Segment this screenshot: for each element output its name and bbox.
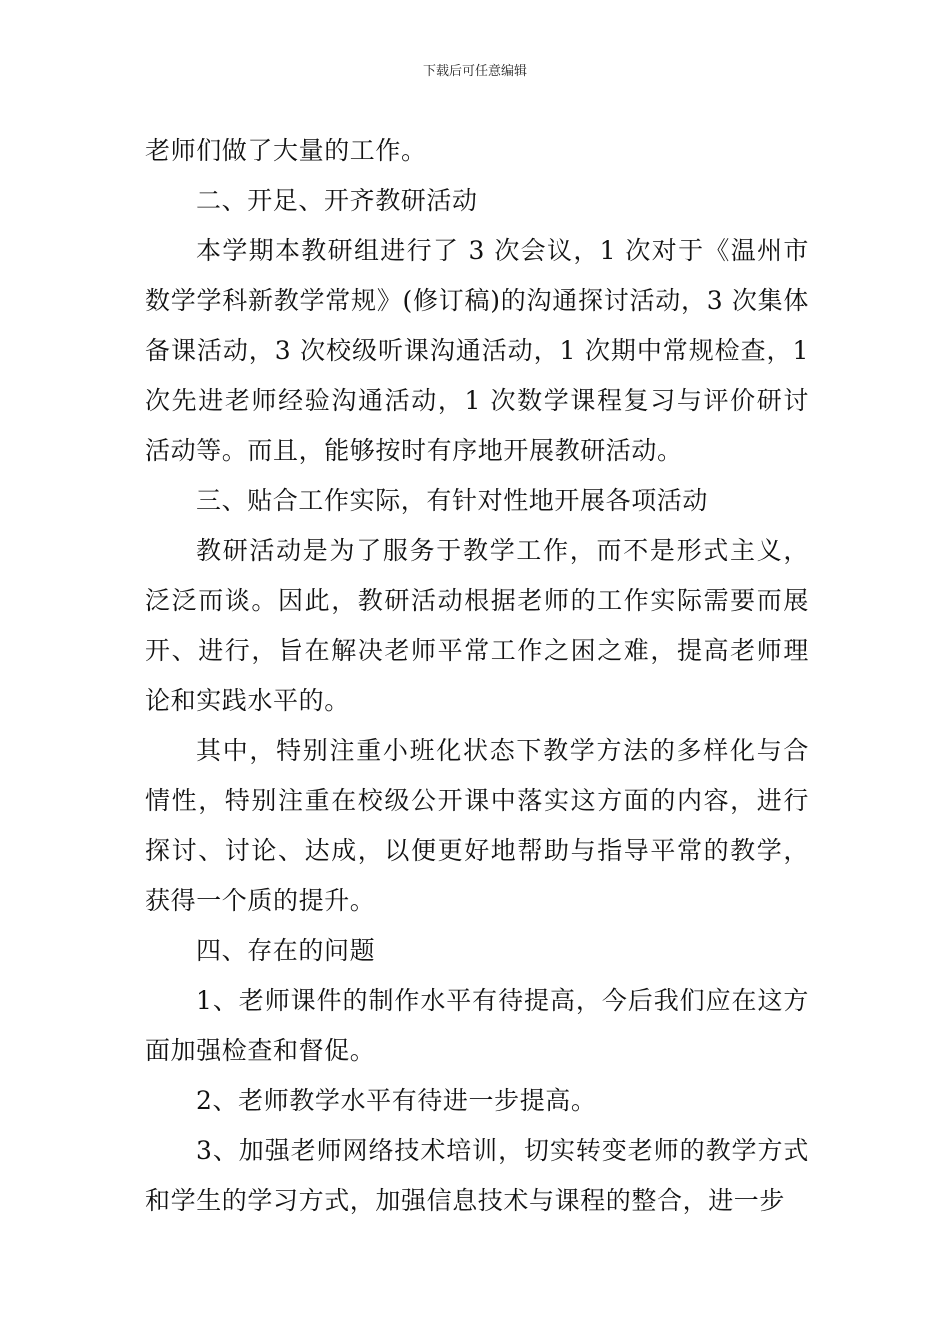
section-heading: 三、贴合工作实际，有针对性地开展各项活动 [196, 486, 709, 515]
section-heading: 二、开足、开齐教研活动 [196, 186, 478, 215]
section-heading: 四、存在的问题 [196, 936, 376, 965]
list-item: 3、加强老师网络技术培训，切实转变老师的教学方式和学生的学习方式，加强信息技术与课程的整合，进一步 [145, 1136, 809, 1215]
page-header: 下载后可任意编辑 [422, 64, 527, 79]
document-body [145, 126, 809, 1226]
paragraph: 教研活动是为了服务于教学工作，而不是形式主义，泛泛而谈。因此，教研活动根据老师的工作实际需要而展开、进行，旨在解决老师平常工作之困之难，提高老师理论和实践水平的。 [145, 536, 809, 715]
list-item: 2、老师教学水平有待进一步提高。 [196, 1086, 597, 1115]
paragraph: 老师们做了大量的工作。 [145, 136, 427, 165]
list-item: 1、老师课件的制作水平有待提高，今后我们应在这方面加强检查和督促。 [145, 986, 809, 1065]
paragraph: 其中，特别注重小班化状态下教学方法的多样化与合情性，特别注重在校级公开课中落实这方面的内容，进行探讨、讨论、达成，以便更好地帮助与指导平常的教学，获得一个质的提升。 [145, 736, 809, 915]
paragraph: 本学期本教研组进行了 3 次会议，1 次对于《温州市数学学科新教学常规》(修订稿)的沟通探讨活动，3 次集体备课活动，3 次校级听课沟通活动，1 次期中常规检查，1 次先进老师经验沟通活动，1 次数学课程复习与评价研讨活动等。而且，能够按时有序地开展教研活动。 [145, 236, 809, 465]
